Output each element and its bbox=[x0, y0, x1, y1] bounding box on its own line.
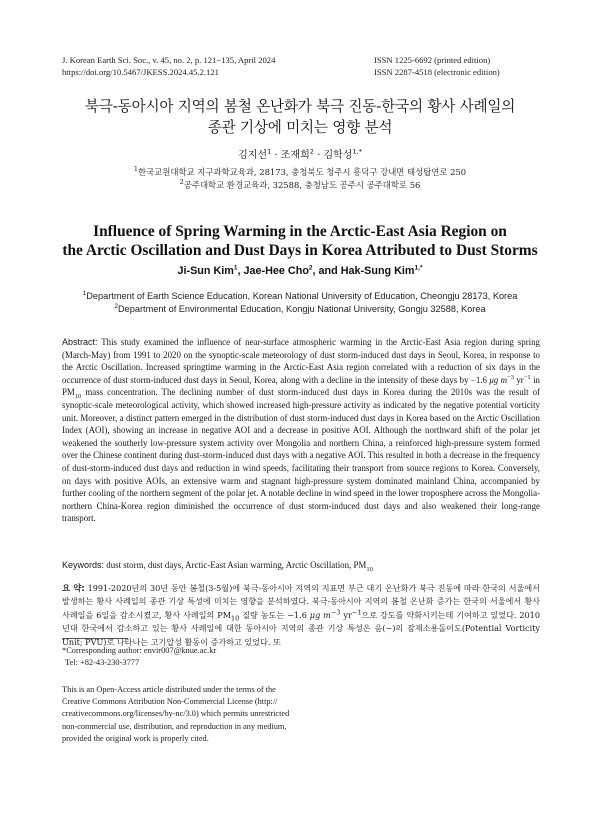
affil-1-text: Department of Earth Science Education, Korean National University of Education, Cheongju 28173, Korea bbox=[86, 291, 518, 301]
author-3-affil-mark: 1,* bbox=[414, 264, 423, 272]
english-title-line2: the Arctic Oscillation and Dust Days in Korea Attributed to Dust Storms bbox=[62, 242, 538, 259]
affil-1-mark: 1 bbox=[82, 289, 87, 297]
author-2-affil-mark: 2 bbox=[308, 264, 313, 272]
license-line: Creative Commons Attribution Non-Commercial License (http:// bbox=[62, 697, 278, 707]
korean-abstract-part3: 으로 강도를 약화시키는데 기여하고 있었다. 2010년대 한국에서 감소하고 있는 황사 사례일에 대한 동아시아 지역의 종관 기상 특성은 음(−)의 잠재소용돌이도(Potential Vorticity Unit; PVU)로 나타나는 고기압성 활동이 증가하고 있었다. 또 bbox=[62, 609, 540, 647]
abstract-text-part3: mass concentration. The declining number of dust storm-induced dust days in Korea during the 2010s was the result of synoptic-scale meteorological activity, which showed increased high-pressure activity as indicated by the negative potential vorticity unit. Moreover, a distinct pattern emerged in the distribution of dust storm-induced dust days in Korea based on the Arctic Oscillation Index (AOI), showing an increase in negative AOI and a decrease in positive AOI. Although the northward shift of the polar jet weakened the southerly low-pressure system activity over Mongolia and northern China, a reinforced high-pressure system formed over the Chinese continent during dust-storm-induced dust days with a negative AOI. This resulted in both a decrease in the frequency of dust-storm-induced dust days and reduction in wind speeds, facilitating their transport from source regions to Korea. Conversely, on days with positive AOIs, an extensive warm and stagnant high-pressure system dominated mainland China, accompanied by further cooling of the northern segment of the polar jet. A notable decline in wind speed in the lower troposphere across the Mongolia-northern China-Korea region diminished the occurrence of dust storm-induced dust days and also weakened their long-range transport. bbox=[62, 387, 540, 524]
license-notice bbox=[62, 684, 294, 745]
license-line: This is an Open-Access article distributed under the terms of the bbox=[62, 685, 276, 694]
unit-exponent: −1 bbox=[523, 373, 531, 381]
unit-exponent: −3 bbox=[330, 608, 341, 617]
unit-gm: g m bbox=[493, 374, 508, 385]
corresponding-phone: Tel: +82-43-230-3777 bbox=[65, 658, 140, 667]
affil-2-mark: 2 bbox=[179, 178, 184, 187]
issn-print: ISSN 1225-6692 (printed edition) bbox=[374, 55, 491, 65]
corresponding-author-footnote bbox=[62, 645, 216, 669]
korean-abstract-label: 요 약: bbox=[62, 583, 85, 593]
journal-header bbox=[62, 54, 275, 78]
affil-2-mark: 2 bbox=[114, 302, 119, 310]
korean-author-1: 김지선 bbox=[238, 150, 268, 161]
korean-title-line1: 북극-동아시아 지역의 봄철 온난화가 북극 진동-한국의 황사 사례일의 bbox=[84, 98, 516, 115]
unit-gm: g m bbox=[315, 609, 331, 620]
unit-mu: μ bbox=[489, 374, 494, 385]
abstract-label: Abstract: bbox=[62, 337, 98, 347]
license-line: non-commercial use, distribution, and reproduction in any medium, bbox=[62, 721, 287, 731]
korean-affiliation-2 bbox=[0, 179, 600, 192]
keywords-text: dust storm, dust days, Arctic-East Asian warming, Arctic Oscillation, PM bbox=[104, 560, 367, 570]
korean-authors bbox=[0, 146, 600, 161]
korean-author-2: 조재희 bbox=[280, 150, 310, 161]
korean-abstract-part2: 질량 농도는 −1.6 bbox=[239, 609, 310, 620]
corresponding-email[interactable]: *Corresponding author: envir007@knue.ac.kr bbox=[62, 646, 217, 655]
affil-1-text: 한국교원대학교 지구과학교육과, 28173, 충청북도 청주시 흥덕구 강내면 태성탑연로 250 bbox=[138, 167, 467, 177]
english-affiliation-1 bbox=[0, 290, 600, 303]
korean-title-line2: 종관 기상에 미치는 영향 분석 bbox=[207, 119, 393, 136]
author-2-affil-mark: 2 bbox=[309, 147, 314, 156]
pm-subscript: 10 bbox=[74, 393, 82, 401]
pm-subscript: 10 bbox=[231, 614, 240, 623]
footnote-divider bbox=[62, 638, 128, 639]
english-affiliation-2 bbox=[0, 303, 600, 316]
unit-exponent: −3 bbox=[507, 373, 514, 381]
abstract-text-part2: in PM bbox=[62, 374, 540, 398]
english-author-2: Jae-Hee Cho bbox=[243, 265, 309, 277]
korean-abstract-part1: 1991-2020년의 30년 동안 봄철(3-5월)에 북극-동아시아 지역의 지표면 부근 대기 온난화가 북극 진동에 따라 한국의 서울에서 발생하는 황사 사례일의 종관 기상 특성에 미치는 영향을 분석하였다. 북극-동아시아 지역의 봄철 온난화 증가는 한국의 서울에서 황사 사례일을 6일을 감소시켰고, 황사 사례일의 PM bbox=[62, 583, 541, 620]
license-line: provided the original work is properly cited. bbox=[62, 733, 209, 743]
affil-2-text: Department of Environmental Education, Kongju National University, Gongju 32588, Korea bbox=[118, 303, 486, 314]
unit-exponent: −1 bbox=[351, 608, 362, 617]
author-1-affil-mark: 1 bbox=[233, 264, 238, 272]
keywords-label: Keywords: bbox=[62, 560, 105, 570]
journal-citation: J. Korean Earth Sci. Soc., v. 45, no. 2, p. 121−135, April 2024 bbox=[62, 55, 276, 65]
korean-affiliations bbox=[0, 166, 600, 192]
korean-author-3: 김학성 bbox=[323, 150, 353, 161]
issn-header bbox=[374, 54, 500, 78]
english-authors: Ji-Sun Kim$^1$, Jae-Hee Cho$^2$, and Hak-Sung Kim$^{1,*}$ bbox=[177, 264, 423, 277]
english-title-line1: Influence of Spring Warming in the Arctic-East Asia Region on bbox=[93, 223, 507, 240]
affil-1-mark: 1 bbox=[133, 165, 138, 174]
korean-affiliation-1 bbox=[0, 166, 600, 179]
english-title bbox=[30, 222, 570, 260]
keywords bbox=[62, 560, 540, 573]
pm-subscript: 10 bbox=[366, 565, 373, 573]
doi-link[interactable]: https://doi.org/10.5467/JKESS.2024.45.2.121 bbox=[62, 67, 219, 77]
unit-yr: yr bbox=[340, 609, 352, 620]
unit-mu: μ bbox=[309, 609, 316, 620]
english-author-1: Ji-Sun Kim bbox=[177, 265, 234, 277]
author-separator: · bbox=[313, 150, 324, 161]
english-author-3: Hak-Sung Kim bbox=[340, 265, 415, 277]
english-affiliations bbox=[0, 290, 600, 315]
korean-abstract bbox=[62, 582, 540, 649]
issn-electronic: ISSN 2287-4518 (electronic edition) bbox=[374, 67, 500, 77]
author-1-affil-mark: 1 bbox=[267, 147, 272, 156]
author-separator: · bbox=[271, 150, 281, 161]
affil-2-text: 공주대학교 환경교육과, 32588, 충청남도 공주시 공주대학로 56 bbox=[183, 180, 421, 190]
unit-yr: yr bbox=[513, 374, 524, 385]
korean-title bbox=[40, 96, 560, 138]
abstract-text-part1: This study examined the influence of near-surface atmospheric warming in the Arctic-East Asia region during spring (March-May) from 1991 to 2020 on the synoptic-scale meteorology of dust storm-induced dust days in Seoul, Korea, in response to the Arctic Oscillation. Increased springtime warming in the Arctic-East Asia region correlated with a reduction of six days in the occurrence of dust storm-induced dust days in Seoul, Korea, along with a decline in the intensity of these days by −1.6 bbox=[62, 337, 540, 385]
author-3-affil-mark: 1,* bbox=[352, 147, 362, 156]
english-abstract bbox=[62, 336, 540, 525]
license-line: creativecommons.org/licenses/by-nc/3.0) which permits unrestricted bbox=[62, 709, 290, 719]
